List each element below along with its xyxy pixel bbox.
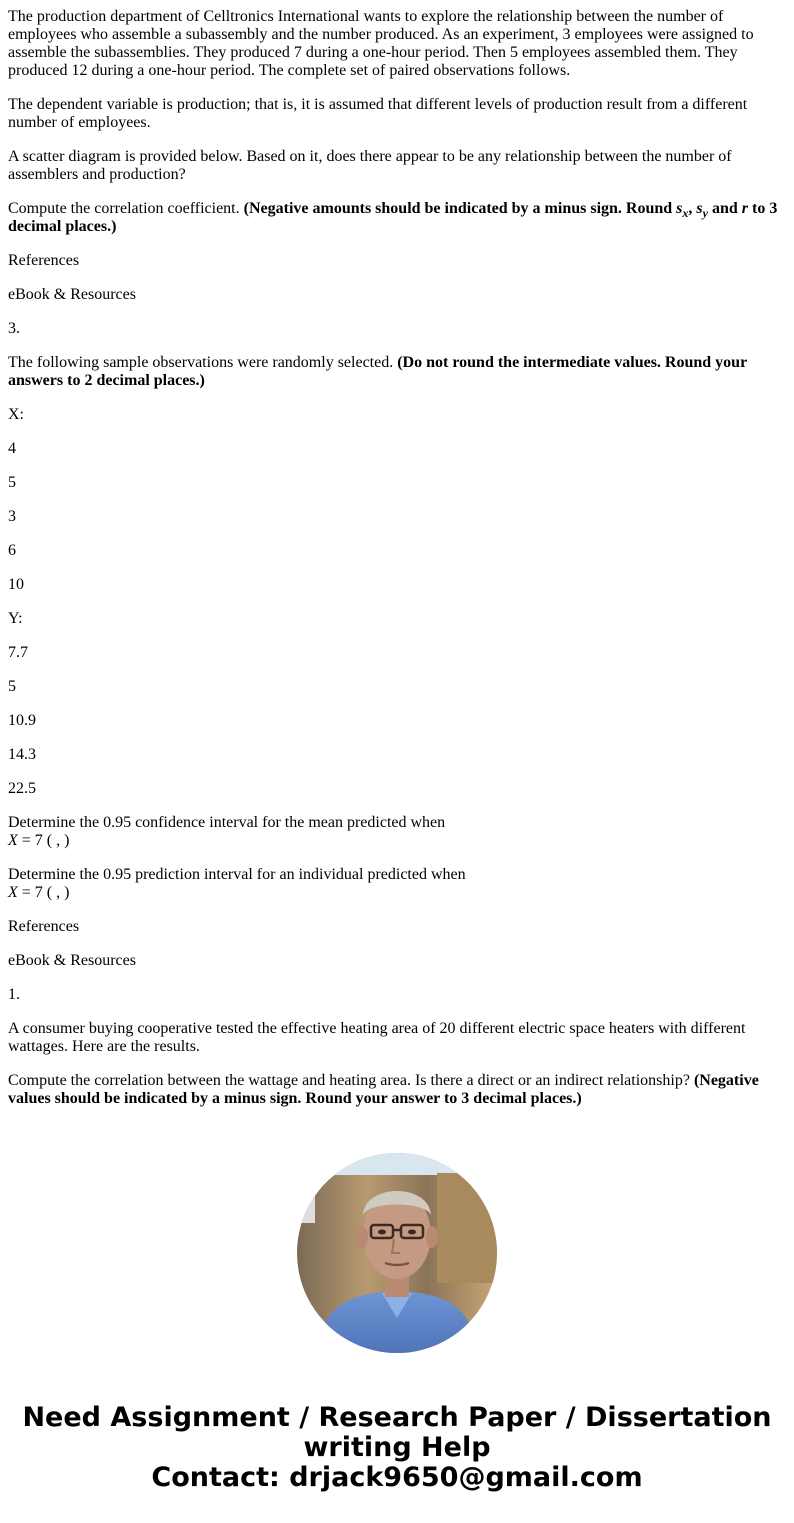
- x-value: 4: [8, 440, 16, 457]
- ebook-resources-link[interactable]: eBook & Resources: [8, 952, 136, 969]
- x-value: 5: [8, 474, 16, 491]
- promo-banner: [0, 1403, 794, 1493]
- y-value: 7.7: [8, 644, 28, 661]
- x-value: 3: [8, 508, 16, 525]
- wattage-question: Compute the correlation between the wattage and heating area. Is there a direct or an indirect relationship? (Negative values should be indicated by a minus sign. Round your answer to 3 decimal places.): [8, 1072, 759, 1107]
- problem-intro: The production department of Celltronics International wants to explore the relationship between the number of employees who assemble a subassembly and the number produced. As an experiment, 3 employees were assigned to assemble the subassemblies. They produced 7 during a one-hour period. Then 5 employees assembled them. They produced 12 during a one-hour period. The complete set of paired observations follows.: [8, 8, 754, 79]
- promo-contact[interactable]: Contact: drjack9650@gmail.com: [151, 1462, 643, 1493]
- prediction-interval-question: Determine the 0.95 prediction interval for an individual predicted when X = 7 ( , ): [8, 866, 466, 901]
- question-number: 1.: [8, 986, 20, 1003]
- y-label: Y:: [8, 610, 23, 627]
- avatar-portrait-image: [297, 1153, 497, 1353]
- y-value: 22.5: [8, 780, 36, 797]
- heater-intro: A consumer buying cooperative tested the effective heating area of 20 different electric space heaters with different wattages. Here are the results.: [8, 1020, 746, 1055]
- references-link[interactable]: References: [8, 918, 80, 935]
- x-label: X:: [8, 406, 24, 423]
- person-avatar: [297, 1153, 497, 1353]
- compute-correlation-text: Compute the correlation coefficient. (Negative amounts should be indicated by a minus sign. Round $s_x$, $s_y$ and r to 3 decimal places.): [8, 200, 778, 235]
- question-number: 3.: [8, 320, 20, 337]
- references-link[interactable]: References: [8, 252, 80, 269]
- scatter-question: A scatter diagram is provided below. Based on it, does there appear to be any relationship between the number of assemblers and production?: [8, 148, 732, 183]
- promo-line-1: Need Assignment / Research Paper / Dissertation: [22, 1402, 772, 1433]
- dependent-variable-text: The dependent variable is production; that is, it is assumed that different levels of production result from a different number of employees.: [8, 96, 748, 131]
- x-value: 6: [8, 542, 16, 559]
- x-value: 10: [8, 576, 24, 593]
- y-value: 10.9: [8, 712, 36, 729]
- y-value: 5: [8, 678, 16, 695]
- ebook-resources-link[interactable]: eBook & Resources: [8, 286, 136, 303]
- promo-line-2: writing Help: [303, 1432, 491, 1463]
- confidence-interval-question: Determine the 0.95 confidence interval for the mean predicted when X = 7 ( , ): [8, 814, 446, 849]
- y-value: 14.3: [8, 746, 36, 763]
- sample-instruction: The following sample observations were randomly selected. (Do not round the intermediate values. Round your answers to 2 decimal places.): [8, 354, 747, 389]
